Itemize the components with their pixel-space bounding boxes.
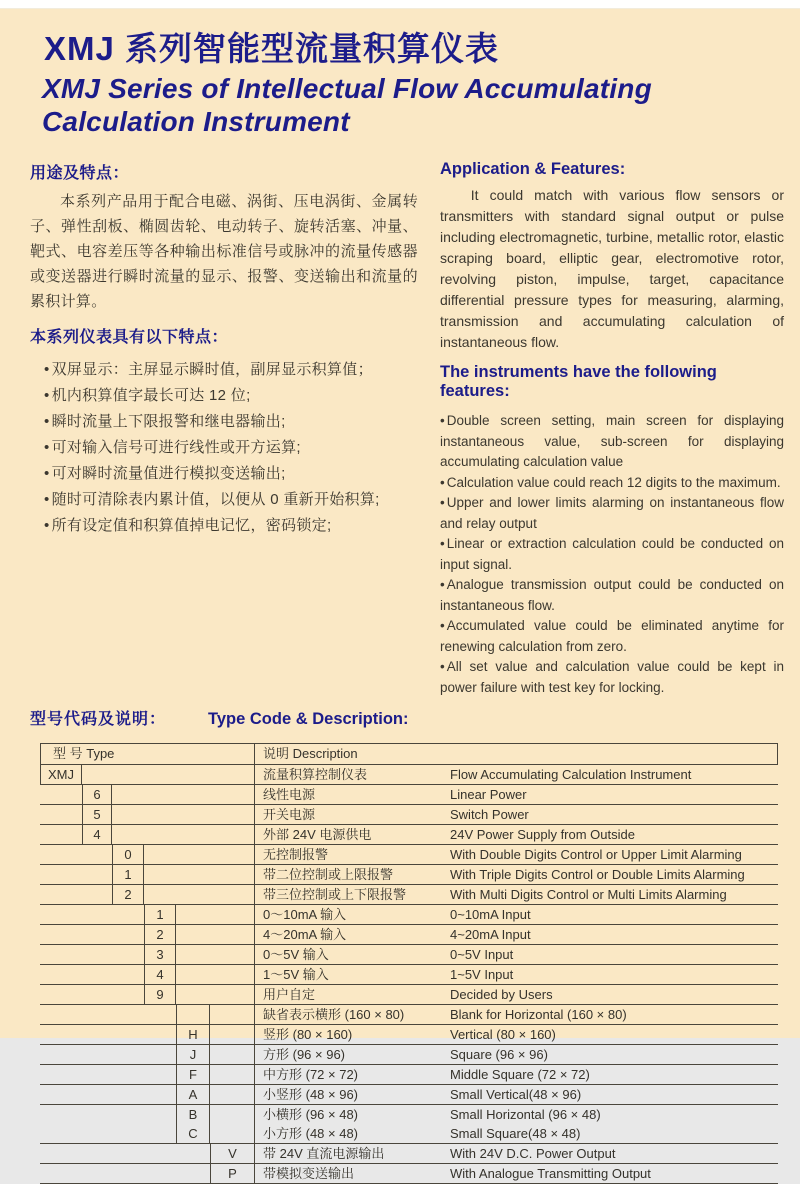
description-en-cell: Decided by Users bbox=[450, 987, 553, 1002]
type-code-cell: 5 bbox=[82, 805, 112, 824]
type-code-empty-cell bbox=[176, 865, 210, 884]
type-code-empty-cell bbox=[40, 1045, 82, 1064]
description-cn-cell: 无控制报警 bbox=[254, 845, 446, 864]
type-code-empty-cell bbox=[40, 1105, 82, 1124]
type-code-empty-cell bbox=[82, 1065, 112, 1084]
feature-text: Accumulated value could be eliminated anytime for renewing calculation from zero. bbox=[440, 618, 784, 654]
feature-item bbox=[440, 534, 784, 575]
type-code-empty-cell bbox=[176, 1164, 210, 1183]
table-row bbox=[40, 944, 778, 964]
type-code-heading-cn: 型号代码及说明： bbox=[30, 711, 167, 728]
type-code-empty-cell bbox=[112, 1085, 144, 1104]
table-row bbox=[40, 884, 778, 904]
feature-text: 所有设定值和积算值掉电记忆，密码锁定; bbox=[51, 517, 332, 534]
feature-item bbox=[440, 657, 784, 698]
feature-text: 可对瞬时流量值进行模拟变送输出; bbox=[51, 465, 286, 482]
type-code-empty-cell bbox=[82, 865, 112, 884]
type-code-empty-cell bbox=[210, 925, 254, 944]
type-code-empty-cell bbox=[144, 1025, 176, 1044]
type-code-empty-cell bbox=[210, 1105, 254, 1124]
description-en-cell: Middle Square (72 × 72) bbox=[450, 1067, 590, 1082]
table-row bbox=[40, 964, 778, 984]
type-code-cell: XMJ bbox=[40, 765, 82, 784]
description-en-cell: 4~20mA Input bbox=[450, 927, 531, 942]
type-code-empty-cell bbox=[144, 825, 176, 844]
feature-item bbox=[440, 411, 784, 473]
feature-item bbox=[44, 513, 418, 539]
table-row bbox=[40, 764, 778, 784]
type-code-empty-cell bbox=[112, 1025, 144, 1044]
type-code-empty-cell bbox=[82, 925, 112, 944]
type-code-empty-cell bbox=[144, 805, 176, 824]
type-code-empty-cell bbox=[112, 765, 144, 784]
description-en-cell: 24V Power Supply from Outside bbox=[450, 827, 635, 842]
column-english bbox=[440, 150, 784, 698]
type-code-empty-cell bbox=[176, 805, 210, 824]
description-en-cell: 1~5V Input bbox=[450, 967, 514, 982]
type-code-empty-cell bbox=[112, 945, 144, 964]
description-en-cell: 0~5V Input bbox=[450, 947, 514, 962]
type-code-empty-cell bbox=[210, 1085, 254, 1104]
description-en-cell: Square (96 × 96) bbox=[450, 1047, 548, 1062]
type-code-cell: 1 bbox=[144, 905, 176, 924]
type-code-empty-cell bbox=[210, 865, 254, 884]
description-en-cell: With Triple Digits Control or Double Limits Alarming bbox=[450, 867, 745, 882]
bullet-icon: • bbox=[440, 659, 445, 674]
type-code-cell: 2 bbox=[144, 925, 176, 944]
type-code-empty-cell bbox=[82, 885, 112, 904]
type-code-empty-cell bbox=[144, 1005, 176, 1024]
type-code-empty-cell bbox=[82, 765, 112, 784]
type-code-empty-cell bbox=[176, 885, 210, 904]
table-row bbox=[40, 1084, 778, 1104]
description-en-cell: With Double Digits Control or Upper Limit Alarming bbox=[450, 847, 742, 862]
type-code-empty-cell bbox=[112, 965, 144, 984]
bullet-icon: • bbox=[440, 495, 445, 510]
table-row bbox=[40, 784, 778, 804]
type-code-cell: 1 bbox=[112, 865, 144, 884]
type-code-empty-cell bbox=[176, 825, 210, 844]
description-en-cell: With 24V D.C. Power Output bbox=[450, 1146, 616, 1161]
bullet-icon: • bbox=[44, 413, 50, 430]
feature-item bbox=[44, 487, 418, 513]
feature-text: Analogue transmission output could be conducted on instantaneous flow. bbox=[440, 577, 784, 613]
type-code-cell: P bbox=[210, 1164, 254, 1183]
table-row bbox=[40, 844, 778, 864]
table-row bbox=[40, 1024, 778, 1044]
feature-text: All set value and calculation value could be kept in power failure with test key for locking. bbox=[440, 659, 784, 695]
type-code-cell: 0 bbox=[112, 845, 144, 864]
table-row bbox=[40, 1163, 778, 1183]
type-code-empty-cell bbox=[210, 965, 254, 984]
type-code-cell: 2 bbox=[112, 885, 144, 904]
type-code-empty-cell bbox=[176, 785, 210, 804]
bullet-icon: • bbox=[440, 536, 445, 551]
table-header-type: 型 号 Type bbox=[40, 744, 254, 764]
type-code-empty-cell bbox=[210, 905, 254, 924]
type-code-cell: 6 bbox=[82, 785, 112, 804]
table-row bbox=[40, 924, 778, 944]
type-code-empty-cell bbox=[40, 1144, 82, 1163]
type-code-empty-cell bbox=[82, 845, 112, 864]
description-en-cell: Switch Power bbox=[450, 807, 529, 822]
type-code-empty-cell bbox=[112, 985, 144, 1004]
bullet-icon: • bbox=[440, 413, 445, 428]
type-code-empty-cell bbox=[176, 985, 210, 1004]
type-code-empty-cell bbox=[176, 925, 210, 944]
application-heading: Application & Features: bbox=[440, 160, 626, 178]
table-row bbox=[40, 904, 778, 924]
type-code-empty-cell bbox=[210, 765, 254, 784]
type-code-empty-cell bbox=[112, 1124, 144, 1143]
bullet-icon: • bbox=[440, 474, 445, 490]
bullet-icon: • bbox=[440, 618, 445, 633]
usage-heading: 用途及特点： bbox=[30, 165, 130, 182]
type-code-empty-cell bbox=[210, 1005, 254, 1024]
feature-text: 可对输入信号可进行线性或开方运算; bbox=[51, 439, 301, 456]
type-code-empty-cell bbox=[210, 845, 254, 864]
description-cn-cell: 流量积算控制仪表 bbox=[254, 765, 446, 784]
table-row bbox=[40, 1124, 778, 1143]
features-list-cn bbox=[44, 357, 418, 539]
type-code-empty-cell bbox=[112, 1105, 144, 1124]
feature-text: Linear or extraction calculation could be conducted on input signal. bbox=[440, 536, 784, 572]
description-cn-cell: 4～20mA 输入 bbox=[254, 925, 446, 944]
description-cn-cell: 0～10mA 输入 bbox=[254, 905, 446, 924]
type-code-cell: H bbox=[176, 1025, 210, 1044]
type-code-empty-cell bbox=[40, 945, 82, 964]
type-code-empty-cell bbox=[144, 785, 176, 804]
table-header-description: 说明 Description bbox=[254, 744, 446, 764]
type-code-empty-cell bbox=[144, 1124, 176, 1143]
description-en-cell: Blank for Horizontal (160 × 80) bbox=[450, 1007, 627, 1022]
type-code-empty-cell bbox=[40, 1164, 82, 1183]
type-code-empty-cell bbox=[40, 865, 82, 884]
description-cn-cell: 带三位控制或上下限报警 bbox=[254, 885, 446, 904]
type-code-empty-cell bbox=[144, 1065, 176, 1084]
description-cn-cell: 带二位控制或上限报警 bbox=[254, 865, 446, 884]
description-cn-cell: 外部 24V 电源供电 bbox=[254, 825, 446, 844]
description-cn-cell: 带 24V 直流电源输出 bbox=[254, 1144, 446, 1163]
type-code-empty-cell bbox=[40, 985, 82, 1004]
feature-text: Calculation value could reach 12 digits to the maximum. bbox=[446, 474, 781, 490]
description-cn-cell: 带模拟变送输出 bbox=[254, 1164, 446, 1183]
type-code-empty-cell bbox=[40, 1025, 82, 1044]
feature-item bbox=[440, 575, 784, 616]
type-code-empty-cell bbox=[82, 1124, 112, 1143]
type-code-empty-cell bbox=[210, 785, 254, 804]
type-code-empty-cell bbox=[210, 805, 254, 824]
description-cn-cell: 0～5V 输入 bbox=[254, 945, 446, 964]
table-row bbox=[40, 1044, 778, 1064]
feature-text: Upper and lower limits alarming on instantaneous flow and relay output bbox=[440, 495, 784, 531]
feature-text: 双屏显示：主屏显示瞬时值，副屏显示积算值； bbox=[51, 361, 373, 378]
type-code-empty-cell bbox=[112, 1005, 144, 1024]
description-cn-cell: 用户自定 bbox=[254, 985, 446, 1004]
features-list-en bbox=[440, 411, 784, 698]
page-title-en-line1: XMJ Series of Intellectual Flow Accumulating bbox=[42, 73, 652, 104]
type-code-empty-cell bbox=[82, 965, 112, 984]
type-code-empty-cell bbox=[40, 885, 82, 904]
type-code-empty-cell bbox=[144, 1085, 176, 1104]
description-cn-cell: 线性电源 bbox=[254, 785, 446, 804]
type-code-cell: C bbox=[176, 1124, 210, 1143]
type-code-empty-cell bbox=[112, 1164, 144, 1183]
type-code-empty-cell bbox=[40, 825, 82, 844]
feature-text: 机内积算值字最长可达 12 位; bbox=[51, 387, 251, 404]
type-code-empty-cell bbox=[144, 1105, 176, 1124]
type-code-empty-cell bbox=[40, 1065, 82, 1084]
type-code-empty-cell bbox=[176, 765, 210, 784]
type-code-empty-cell bbox=[40, 965, 82, 984]
type-code-empty-cell bbox=[210, 945, 254, 964]
description-cn-cell: 小竖形 (48 × 96) bbox=[254, 1085, 446, 1104]
features-heading-cn: 本系列仪表具有以下特点： bbox=[30, 329, 229, 346]
feature-item bbox=[440, 616, 784, 657]
type-code-cell bbox=[176, 1005, 210, 1024]
type-code-empty-cell bbox=[210, 885, 254, 904]
feature-item bbox=[44, 383, 418, 409]
type-code-empty-cell bbox=[144, 1144, 176, 1163]
bullet-icon: • bbox=[44, 439, 50, 456]
type-code-cell: B bbox=[176, 1105, 210, 1124]
type-code-empty-cell bbox=[210, 985, 254, 1004]
bullet-icon: • bbox=[44, 491, 50, 508]
type-code-empty-cell bbox=[112, 1065, 144, 1084]
two-column-body bbox=[0, 146, 800, 698]
table-row bbox=[40, 1143, 778, 1163]
type-code-empty-cell bbox=[176, 945, 210, 964]
type-code-empty-cell bbox=[112, 1144, 144, 1163]
type-code-empty-cell bbox=[176, 905, 210, 924]
feature-text: 瞬时流量上下限报警和继电器输出; bbox=[51, 413, 286, 430]
type-code-empty-cell bbox=[82, 1144, 112, 1163]
type-code-empty-cell bbox=[176, 845, 210, 864]
type-code-empty-cell bbox=[144, 1045, 176, 1064]
type-code-empty-cell bbox=[40, 1005, 82, 1024]
type-code-empty-cell bbox=[144, 1164, 176, 1183]
feature-text: Double screen setting, main screen for displaying instantaneous value, sub-screen for displaying accumulating calculation value bbox=[440, 413, 784, 469]
type-code-empty-cell bbox=[112, 785, 144, 804]
table-row bbox=[40, 1064, 778, 1084]
type-code-empty-cell bbox=[82, 1005, 112, 1024]
application-paragraph: It could match with various flow sensors or transmitters with standard signal output or pulse including electromagnetic, turbine, metallic rotor, elastic scraping board, elliptic gear, electromotive rotor, revolving piston, impulse, target, capacitance differential pressure types for measuring, alarming, transmission and accumulating calculation of instantaneous flow. bbox=[440, 187, 784, 350]
type-code-cell: J bbox=[176, 1045, 210, 1064]
type-code-table bbox=[40, 743, 778, 1184]
features-heading-en: The instruments have the following features: bbox=[440, 363, 717, 400]
description-en-cell: Vertical (80 × 160) bbox=[450, 1027, 556, 1042]
type-code-empty-cell bbox=[82, 1025, 112, 1044]
type-code-empty-cell bbox=[82, 1105, 112, 1124]
type-code-heading-en: Type Code & Description: bbox=[208, 710, 409, 728]
feature-item bbox=[44, 409, 418, 435]
table-header-spacer bbox=[446, 744, 777, 764]
type-code-empty-cell bbox=[144, 765, 176, 784]
description-en-cell: Flow Accumulating Calculation Instrument bbox=[450, 767, 692, 782]
usage-paragraph: 本系列产品用于配合电磁、涡街、压电涡街、金属转子、弹性刮板、椭圆齿轮、电动转子、旋转活塞、冲量、靶式、电容差压等各种输出标准信号或脉冲的流量传感器或变送器进行瞬时流量的显示、报警、变送输出和流量的累积计算。 bbox=[30, 193, 418, 310]
type-code-empty-cell bbox=[40, 925, 82, 944]
type-code-empty-cell bbox=[82, 1164, 112, 1183]
table-header-row bbox=[40, 743, 778, 764]
table-row bbox=[40, 984, 778, 1004]
table-row bbox=[40, 1004, 778, 1024]
table-row bbox=[40, 804, 778, 824]
description-cn-cell: 1～5V 输入 bbox=[254, 965, 446, 984]
type-code-empty-cell bbox=[144, 845, 176, 864]
feature-item bbox=[440, 473, 784, 494]
type-code-empty-cell bbox=[210, 1124, 254, 1143]
type-code-empty-cell bbox=[40, 905, 82, 924]
bullet-icon: • bbox=[44, 387, 50, 404]
type-code-empty-cell bbox=[82, 945, 112, 964]
feature-item bbox=[44, 357, 418, 383]
type-code-empty-cell bbox=[144, 865, 176, 884]
table-row bbox=[40, 864, 778, 884]
page-title-en-line2: Calculation Instrument bbox=[42, 106, 350, 137]
bullet-icon: • bbox=[44, 465, 50, 482]
type-code-cell: 3 bbox=[144, 945, 176, 964]
type-code-cell: 4 bbox=[144, 965, 176, 984]
column-chinese bbox=[30, 150, 418, 539]
type-code-cell: F bbox=[176, 1065, 210, 1084]
type-code-empty-cell bbox=[210, 825, 254, 844]
description-cn-cell: 中方形 (72 × 72) bbox=[254, 1065, 446, 1084]
table-row bbox=[40, 824, 778, 844]
type-code-cell: V bbox=[210, 1144, 254, 1163]
bullet-icon: • bbox=[44, 517, 50, 534]
description-cn-cell: 小方形 (48 × 48) bbox=[254, 1124, 446, 1143]
bullet-icon: • bbox=[440, 577, 445, 592]
type-code-empty-cell bbox=[40, 805, 82, 824]
type-code-cell: 9 bbox=[144, 985, 176, 1004]
description-en-cell: Small Square(48 × 48) bbox=[450, 1126, 581, 1141]
type-code-empty-cell bbox=[210, 1025, 254, 1044]
type-code-empty-cell bbox=[112, 1045, 144, 1064]
type-code-empty-cell bbox=[40, 785, 82, 804]
type-code-cell: 4 bbox=[82, 825, 112, 844]
description-cn-cell: 缺省表示横形 (160 × 80) bbox=[254, 1005, 446, 1024]
description-en-cell: Small Vertical(48 × 96) bbox=[450, 1087, 582, 1102]
description-en-cell: 0~10mA Input bbox=[450, 907, 531, 922]
type-code-empty-cell bbox=[210, 1065, 254, 1084]
bullet-icon: • bbox=[44, 361, 50, 378]
type-code-empty-cell bbox=[176, 965, 210, 984]
type-code-heading-row bbox=[30, 706, 800, 729]
description-en-cell: Small Horizontal (96 × 48) bbox=[450, 1107, 601, 1122]
type-code-empty-cell bbox=[144, 885, 176, 904]
type-code-empty-cell bbox=[40, 1124, 82, 1143]
type-code-empty-cell bbox=[112, 905, 144, 924]
description-cn-cell: 方形 (96 × 96) bbox=[254, 1045, 446, 1064]
page-title-cn: XMJ 系列智能型流量积算仪表 bbox=[44, 30, 500, 67]
type-code-empty-cell bbox=[82, 1085, 112, 1104]
type-code-empty-cell bbox=[40, 845, 82, 864]
description-en-cell: Linear Power bbox=[450, 787, 527, 802]
feature-text: 随时可清除表内累计值，以便从 0 重新开始积算; bbox=[51, 491, 380, 508]
table-row bbox=[40, 1104, 778, 1124]
type-code-empty-cell bbox=[82, 905, 112, 924]
page-title-en bbox=[42, 72, 800, 138]
description-en-cell: With Analogue Transmitting Output bbox=[450, 1166, 651, 1181]
feature-item bbox=[440, 493, 784, 534]
type-code-empty-cell bbox=[112, 805, 144, 824]
type-code-empty-cell bbox=[176, 1144, 210, 1163]
description-en-cell: With Multi Digits Control or Multi Limits Alarming bbox=[450, 887, 727, 902]
type-code-empty-cell bbox=[40, 1085, 82, 1104]
description-cn-cell: 竖形 (80 × 160) bbox=[254, 1025, 446, 1044]
feature-item bbox=[44, 435, 418, 461]
description-cn-cell: 小横形 (96 × 48) bbox=[254, 1105, 446, 1124]
type-code-empty-cell bbox=[112, 925, 144, 944]
type-code-empty-cell bbox=[82, 985, 112, 1004]
type-code-empty-cell bbox=[210, 1045, 254, 1064]
description-cn-cell: 开关电源 bbox=[254, 805, 446, 824]
page-top-edge bbox=[0, 0, 800, 9]
feature-item bbox=[44, 461, 418, 487]
type-code-empty-cell bbox=[112, 825, 144, 844]
type-code-cell: A bbox=[176, 1085, 210, 1104]
type-code-empty-cell bbox=[82, 1045, 112, 1064]
